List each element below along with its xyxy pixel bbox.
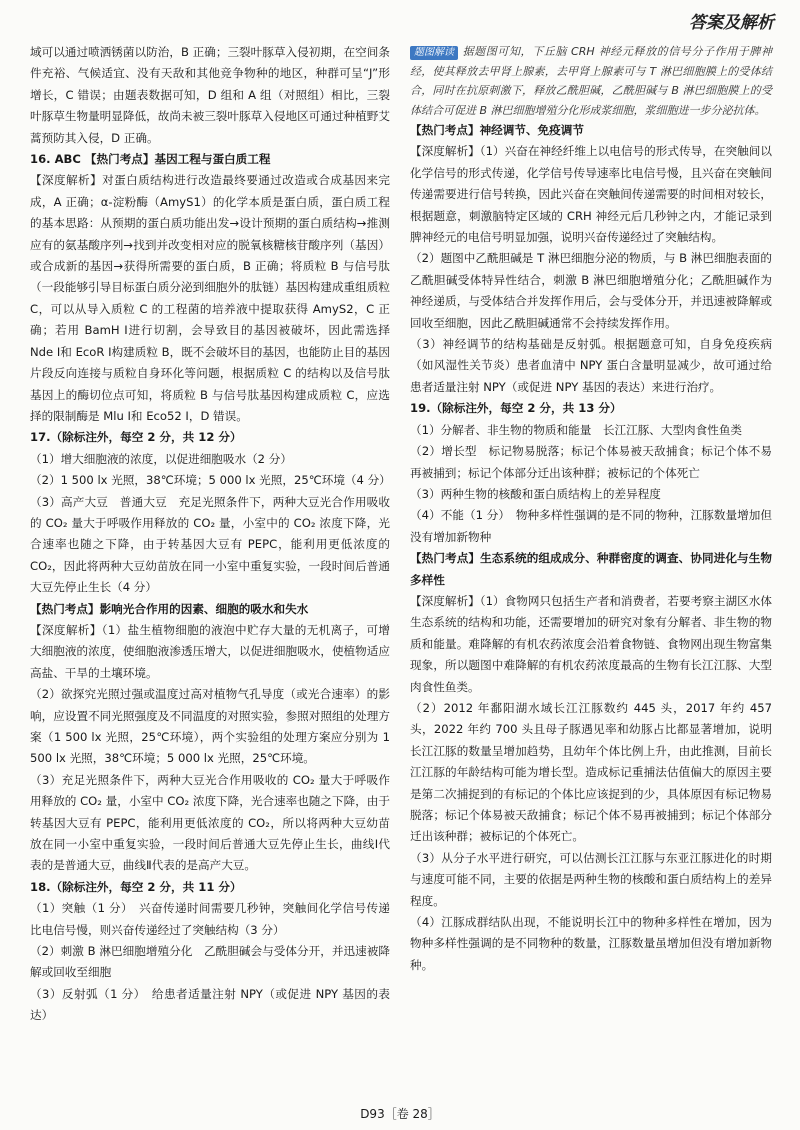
analysis-paragraph: （3）充足光照条件下，两种大豆光合作用吸收的 CO₂ 量大于呼吸作用释放的 CO₂ 量，小室中 CO₂ 浓度下降，光合速率也随之下降，由于转基因大豆有 PEPC，能利用更低浓度的 CO₂，所以将两种大豆幼苗放在同一小室中重复实验，一段时间后普通大豆先停止生长，曲线Ⅰ代表的是普通大豆，曲线Ⅱ代表的是高产大豆。 — [30, 772, 390, 873]
question-16-heading: 16. ABC 【热门考点】基因工程与蛋白质工程 — [30, 152, 271, 167]
answer-line: （2）刺激 B 淋巴细胞增殖分化 乙酰胆碱会与受体分开，并迅速被降解或回收至细胞 — [30, 944, 390, 980]
right-column — [410, 42, 772, 976]
page-header-title: 答案及解析 — [689, 13, 774, 33]
hot-topic-line: 【热门考点】生态系统的组成成分、种群密度的调查、协同进化与生物多样性 — [410, 551, 772, 587]
figure-note-text: 据题图可知，下丘脑 CRH 神经元释放的信号分子作用于脾神经，使其释放去甲肾上腺素，去甲肾上腺素可与 T 淋巴细胞膜上的受体结合，同时在抗原刺激下，释放乙酰胆碱，乙酰胆碱与 B 淋巴细胞膜上的受体结合可促进 B 淋巴细胞增殖分化形成浆细胞，浆细胞进一步分泌抗体。 — [410, 45, 772, 117]
page-number: D93［卷 28］ — [360, 1107, 440, 1121]
analysis-paragraph: 【深度解析】（1）食物网只包括生产者和消费者，若要考察主湖区水体生态系统的结构和功能，还需要增加的研究对象有分解者、非生物的物质和能量。难降解的有机农药浓度会沿着食物链、食物网出现生物富集现象，所以题图中难降解的有机农药浓度最高的生物有长江江豚、大型肉食性鱼类。 — [410, 593, 772, 694]
hot-topic-line: 【热门考点】神经调节、免疫调节 — [410, 123, 584, 137]
analysis-paragraph: （4）江豚成群结队出现，不能说明长江中的物种多样性在增加，因为物种多样性强调的是不同物种的数量，江豚数量虽增加但没有增加新物种。 — [410, 915, 772, 972]
figure-note-badge: 题图解读 — [410, 46, 458, 60]
analysis-paragraph: （2）2012 年鄱阳湖水域长江江豚数约 445 头，2017 年约 457 头，2022 年约 700 头且母子豚遇见率和幼豚占比都显著增加，说明长江江豚的数量呈增加趋势，且幼年个体比例上升，由此推测，目前长江江豚的年龄结构可能为增长型。造成标记重捕法估值偏大的原因主要是第二次捕捉到的有标记的个体比应该捉到的少，具体原因有标记物易脱落；标记个体易被天敌捕食；标记个体不易再被捕到；标记个体部分迁出该种群；被标记的个体死亡。 — [410, 700, 772, 844]
answer-line: （3）反射弧（1 分） 给患者适量注射 NPY（或促进 NPY 基因的表达） — [30, 986, 390, 1023]
analysis-paragraph: （3）从分子水平进行研究，可以估测长江江豚与东亚江豚进化的时期与速度可能不同，主要的依据是两种生物的核酸和蛋白质结构上的差异程度。 — [410, 850, 772, 908]
answer-line: （1）增大细胞液的浓度，以促进细胞吸水（2 分） — [30, 451, 292, 466]
answer-line: （2）1 500 lx 光照，38℃环境；5 000 lx 光照，25℃环境（4 分） — [30, 473, 391, 488]
analysis-paragraph: （3）神经调节的结构基础是反射弧。根据题意可知，自身免疫疾病（如风湿性关节炎）患者血清中 NPY 蛋白含量明显减少，故可通过给患者适量注射 NPY（或促进 NPY 基因的表达）来进行治疗。 — [410, 337, 772, 394]
answer-line: （1）突触（1 分） 兴奋传递时间需要几秒钟，突触间化学信号传递比电信号慢，则兴奋传递经过了突触结构（3 分） — [30, 901, 390, 937]
answer-line: （3）高产大豆 普通大豆 充足光照条件下，两种大豆光合作用吸收的 CO₂ 量大于呼吸作用释放的 CO₂ 量，小室中的 CO₂ 浓度下降，光合速率也随之下降，由于转基因大豆有 PEPC，能利用更低浓度的 CO₂，因此将两种大豆幼苗放在同一小室中重复实验，一段时间后普通大豆先停止生长（4 分） — [30, 494, 390, 595]
answer-line: （2）增长型 标记物易脱落；标记个体易被天敌捕食；标记个体不易再被捕到；标记个体部分迁出该种群；被标记的个体死亡 — [410, 444, 772, 480]
analysis-paragraph: 【深度解析】（1）兴奋在神经纤维上以电信号的形式传导，在突触间以化学信号的形式传递，化学信号传导速率比电信号慢，且兴奋在突触间传递需要进行信号转换，因此兴奋在突触间传递需要的时间相对较长，根据题意，刺激脑特定区域的 CRH 神经元后几秒钟之内，才能记录到脾神经元的电信号明显加强，说明兴奋传递经过了突触结构。 — [410, 144, 772, 245]
text-paragraph: 域可以通过喷洒锈菌以防治，B 正确；三裂叶豚草入侵初期，在空间条件充裕、气候适宜、没有天敌和其他竞争物种的地区，种群可呈“J”形增长，C 错误；由题表数据可知，D 组和 A 组（对照组）相比，三裂叶豚草生物量明显降低，故尚未被三裂叶豚草入侵地区可通过种植野艾蒿预防其入侵，D 正确。 — [30, 45, 390, 145]
analysis-paragraph: 【深度解析】（1）盐生植物细胞的液泡中贮存大量的无机离子，可增大细胞液的浓度，使细胞液渗透压增大，以促进细胞吸水，使植物适应高盐、干旱的土壤环境。 — [30, 622, 390, 680]
hot-topic-line: 【热门考点】影响光合作用的因素、细胞的吸水和失水 — [30, 601, 309, 616]
answer-line: （1）分解者、非生物的物质和能量 长江江豚、大型肉食性鱼类 — [410, 422, 743, 437]
answer-line: （4）不能（1 分） 物种多样性强调的是不同的物种，江豚数量增加但没有增加新物种 — [410, 508, 772, 544]
question-17-heading: 17.（除标注外，每空 2 分，共 12 分） — [30, 430, 242, 445]
question-19-heading: 19.（除标注外，每空 2 分，共 13 分） — [410, 401, 622, 416]
analysis-paragraph: （2）题图中乙酰胆碱是 T 淋巴细胞分泌的物质，与 B 淋巴细胞表面的乙酰胆碱受体特异性结合，刺激 B 淋巴细胞增殖分化；乙酰胆碱作为神经递质，与受体结合并发挥作用后，会与受体分开，并迅速被降解或回收至细胞，因此乙酰胆碱通常不会持续发挥作用。 — [410, 251, 772, 330]
question-18-heading: 18.（除标注外，每空 2 分，共 11 分） — [30, 879, 242, 894]
analysis-paragraph: 【深度解析】对蛋白质结构进行改造最终要通过改造或合成基因来完成，A 正确；α-淀粉酶（AmyS1）的化学本质是蛋白质，蛋白质工程的基本思路：从预期的蛋白质功能出发→设计预期的蛋白质结构→推测应有的氨基酸序列→找到并改变相对应的脱氧核糖核苷酸序列（基因）或合成新的基因→获得所需要的蛋白质，B 正确；将质粒 B 与信号肽（一段能够引导目标蛋白质分泌到细胞外的肽链）基因构建成重组质粒 C，可以从导入质粒 C 的工程菌的培养液中提取获得 AmyS2，C 正确；若用 BamH Ⅰ进行切割，会导致目的基因被破坏，因此需选择 Nde Ⅰ和 EcoR Ⅰ构建质粒 B，既不会破坏目的基因，也能防止目的基因片段反向连接与质粒自身环化等问题，根据质粒 C 的结构以及信号肽基因上的酶切位点可知，将质粒 B 与信号肽基因构建成质粒 C，应选择的限制酶是 Mlu Ⅰ和 Eco52 Ⅰ，D 错误。 — [30, 173, 390, 423]
answer-line: （3）两种生物的核酸和蛋白质结构上的差异程度 — [410, 486, 661, 501]
analysis-paragraph: （2）欲探究光照过强或温度过高对植物气孔导度（或光合速率）的影响，应设置不同光照强度及不同温度的对照实验，参照对照组的处理方案（1 500 lx 光照，25℃环境），两个实验组的处理方案应分别为 1 500 lx 光照，38℃环境；5 000 lx 光照，25℃环境。 — [30, 687, 390, 766]
left-column — [30, 42, 390, 1027]
figure-note — [410, 42, 772, 120]
